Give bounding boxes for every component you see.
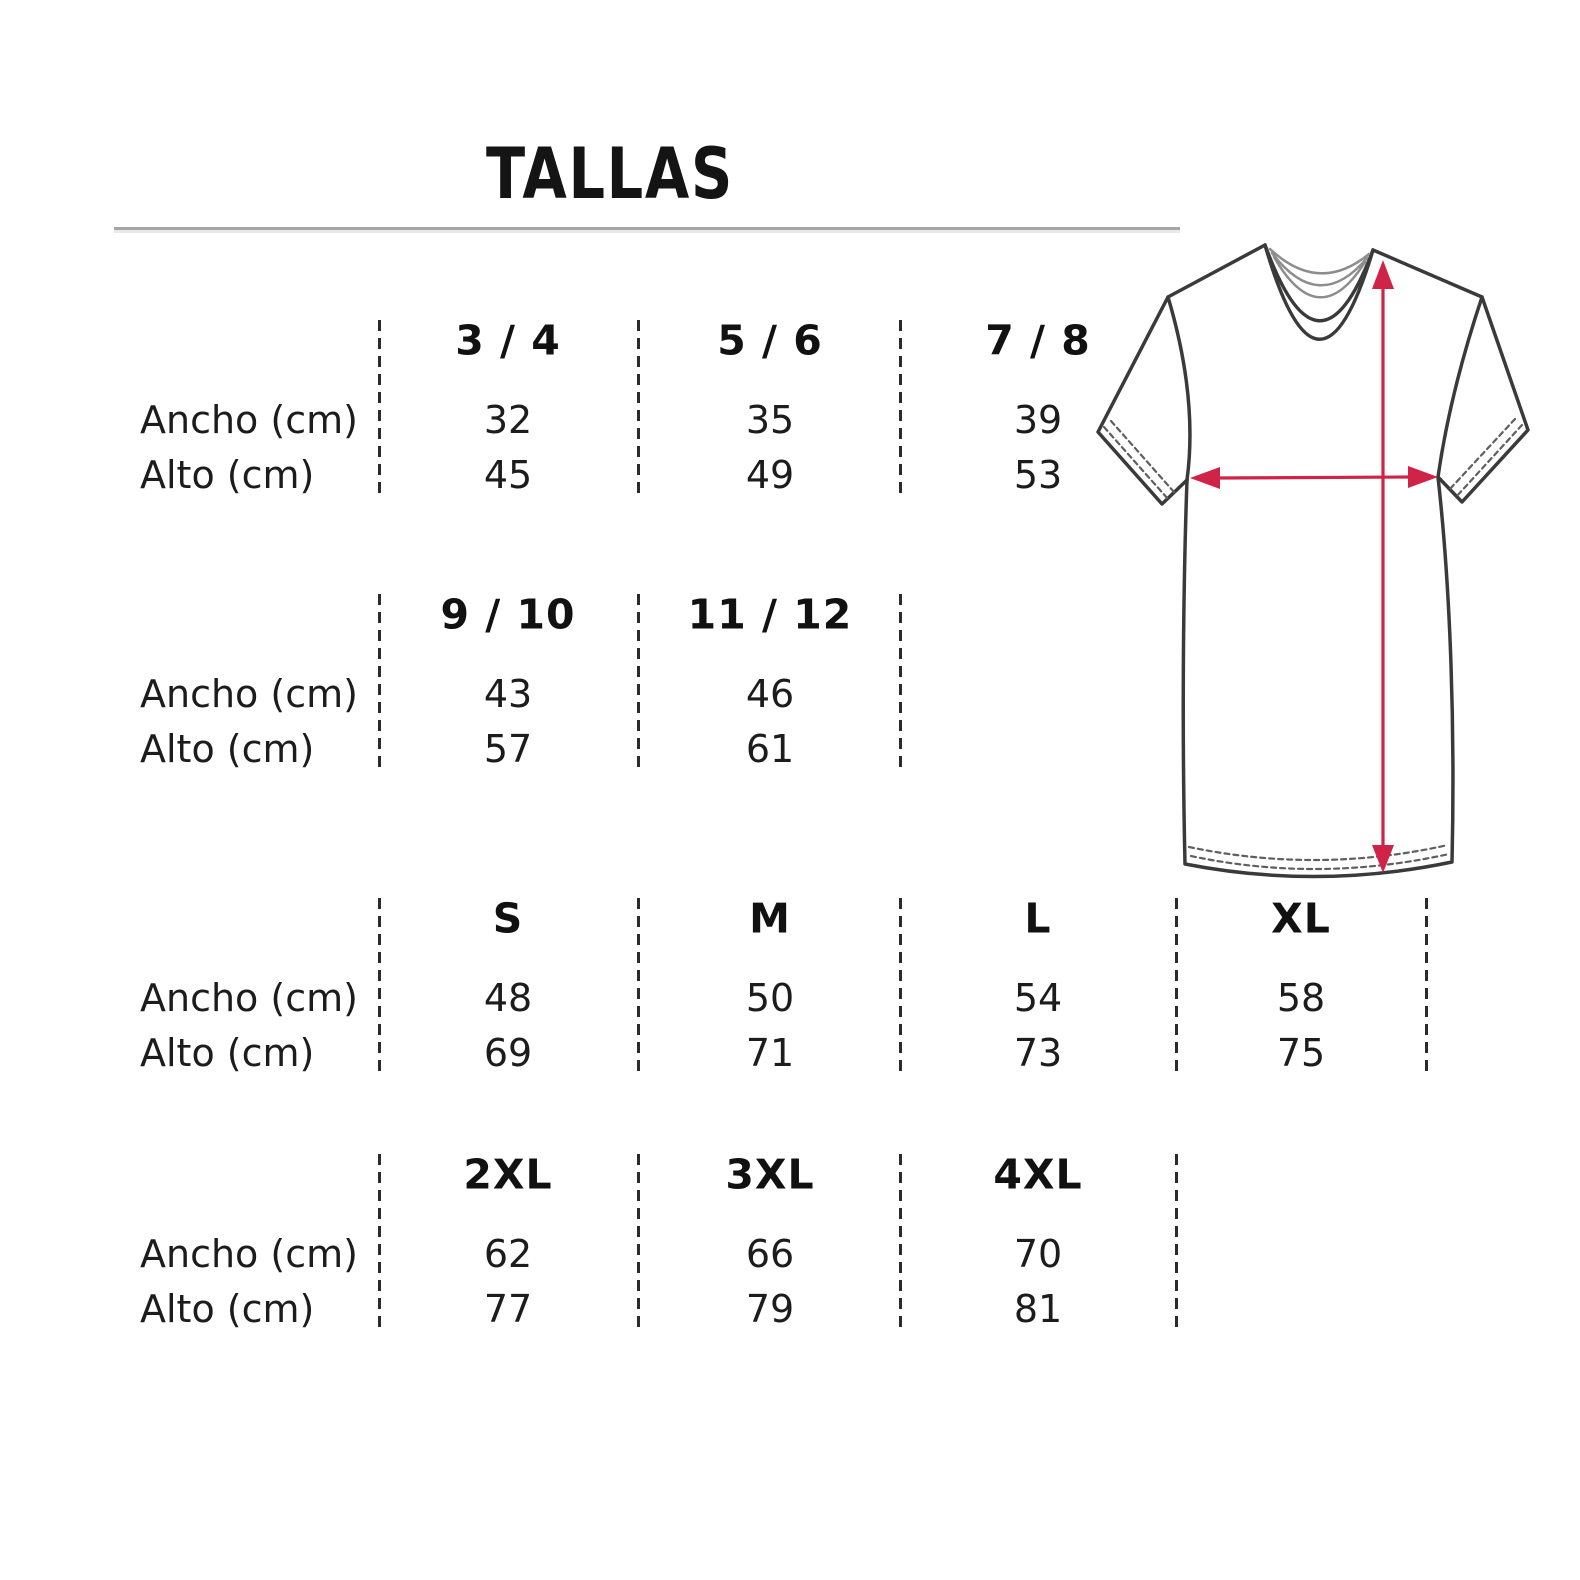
row-label-ancho: Ancho (cm): [140, 398, 358, 442]
column-separator: [899, 320, 902, 496]
height-value: 75: [1276, 1031, 1326, 1075]
column-separator: [378, 1154, 381, 1330]
page-title: TALLAS: [486, 133, 734, 215]
size-header: 2XL: [463, 1150, 553, 1199]
height-value: 79: [745, 1287, 795, 1331]
size-header: M: [749, 894, 791, 943]
column-separator: [378, 594, 381, 770]
size-header: 3XL: [725, 1150, 815, 1199]
tshirt-diagram: [1078, 233, 1548, 883]
width-arrow: [1190, 466, 1438, 489]
left-cuff-stitching: [1104, 427, 1168, 499]
row-label-ancho: Ancho (cm): [140, 672, 358, 716]
width-value: 50: [745, 976, 795, 1020]
column-separator: [637, 320, 640, 496]
height-arrow: [1372, 260, 1394, 873]
size-table-group-3: [0, 894, 1580, 1098]
height-value: 71: [745, 1031, 795, 1075]
column-separator: [378, 320, 381, 496]
row-label-alto: Alto (cm): [140, 1287, 315, 1331]
height-value: 69: [483, 1031, 533, 1075]
size-header: XL: [1271, 894, 1331, 943]
width-value: 58: [1276, 976, 1326, 1020]
tshirt-right-armhole: [1438, 297, 1482, 477]
height-value: 61: [745, 727, 795, 771]
column-separator: [637, 1154, 640, 1330]
column-separator: [899, 1154, 902, 1330]
tshirt-body: [1183, 477, 1453, 877]
size-header: 11 / 12: [687, 590, 853, 639]
right-cuff-stitching: [1456, 425, 1522, 497]
height-value: 53: [1013, 453, 1063, 497]
tshirt-left-sleeve: [1098, 245, 1265, 504]
width-value: 39: [1013, 398, 1063, 442]
tshirt-left-armhole: [1168, 297, 1190, 480]
column-separator: [378, 898, 381, 1074]
height-value: 81: [1013, 1287, 1063, 1331]
row-label-alto: Alto (cm): [140, 453, 315, 497]
width-value: 66: [745, 1232, 795, 1276]
size-header: 3 / 4: [455, 316, 561, 365]
size-header: 7 / 8: [985, 316, 1091, 365]
column-separator: [637, 594, 640, 770]
column-separator: [1175, 898, 1178, 1074]
row-label-ancho: Ancho (cm): [140, 1232, 358, 1276]
height-value: 49: [745, 453, 795, 497]
width-value: 48: [483, 976, 533, 1020]
row-label-alto: Alto (cm): [140, 727, 315, 771]
size-header: 4XL: [993, 1150, 1083, 1199]
row-label-ancho: Ancho (cm): [140, 976, 358, 1020]
width-value: 62: [483, 1232, 533, 1276]
title-divider: [114, 227, 1180, 230]
hem-stitching: [1189, 845, 1448, 860]
tshirt-right-sleeve: [1373, 250, 1528, 502]
height-value: 77: [483, 1287, 533, 1331]
row-label-alto: Alto (cm): [140, 1031, 315, 1075]
size-table-group-4: [0, 1150, 1580, 1354]
column-separator: [899, 594, 902, 770]
width-value: 43: [483, 672, 533, 716]
size-header: S: [492, 894, 524, 943]
column-separator: [1425, 898, 1428, 1074]
size-header: 9 / 10: [440, 590, 576, 639]
width-value: 35: [745, 398, 795, 442]
width-value: 32: [483, 398, 533, 442]
height-value: 57: [483, 727, 533, 771]
size-header: L: [1024, 894, 1052, 943]
column-separator: [637, 898, 640, 1074]
height-value: 45: [483, 453, 533, 497]
hem-stitching: [1191, 854, 1449, 869]
column-separator: [899, 898, 902, 1074]
height-value: 73: [1013, 1031, 1063, 1075]
width-value: 54: [1013, 976, 1063, 1020]
width-value: 46: [745, 672, 795, 716]
width-value: 70: [1013, 1232, 1063, 1276]
column-separator: [1175, 1154, 1178, 1330]
size-header: 5 / 6: [717, 316, 823, 365]
tshirt-neckline: [1265, 245, 1373, 321]
